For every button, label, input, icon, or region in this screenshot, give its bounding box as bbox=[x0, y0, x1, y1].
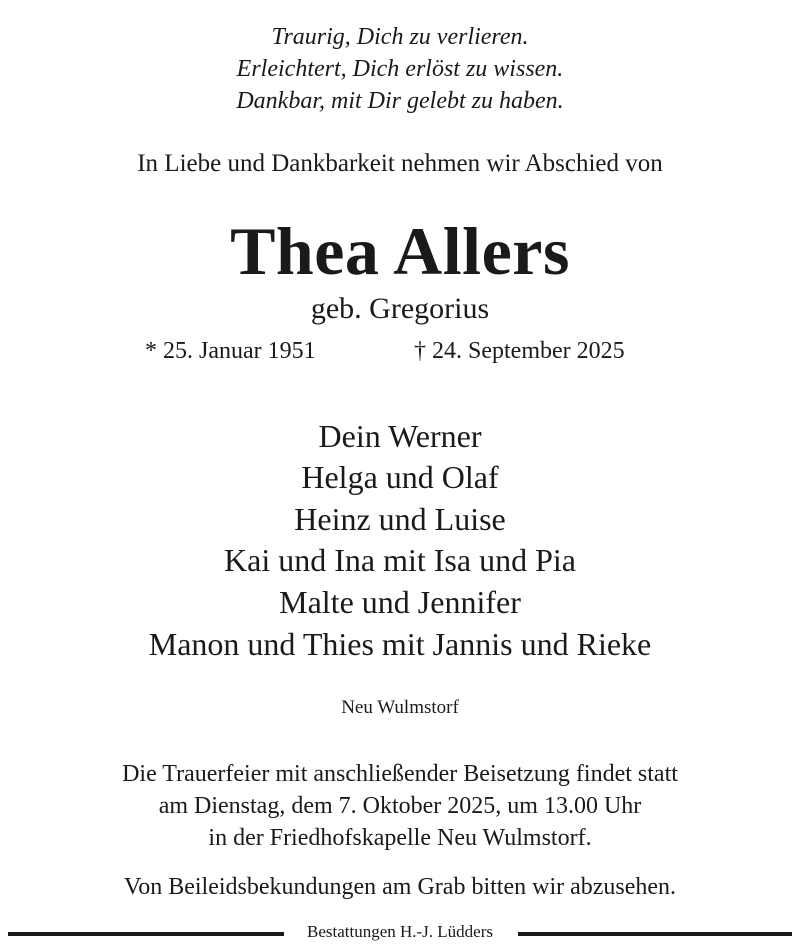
place: Neu Wulmstorf bbox=[341, 697, 459, 718]
family-member: Manon und Thies mit Jannis und Rieke bbox=[148, 626, 652, 662]
poem-line-3: Dankbar, mit Dir gelebt zu haben. bbox=[236, 88, 564, 114]
deceased-name: Thea Allers bbox=[230, 213, 570, 289]
family-member: Heinz und Luise bbox=[294, 501, 506, 537]
life-dates bbox=[0, 338, 800, 372]
condolence-request: Von Beileidsbekundungen am Grab bitten wir abzusehen. bbox=[123, 874, 677, 900]
family-member: Malte und Jennifer bbox=[279, 584, 521, 620]
undertaker-name: Bestattungen H.-J. Lüdders bbox=[301, 922, 499, 941]
service-line-3: in der Friedhofskapelle Neu Wulmstorf. bbox=[208, 825, 592, 851]
service-line-2: am Dienstag, dem 7. Oktober 2025, um 13.00 Uhr bbox=[158, 793, 642, 819]
maiden-name: geb. Gregorius bbox=[310, 292, 490, 325]
birth-date: * 25. Januar 1951 bbox=[145, 338, 316, 364]
death-date: † 24. September 2025 bbox=[414, 338, 625, 364]
family-member: Kai und Ina mit Isa und Pia bbox=[224, 542, 576, 578]
family-member: Dein Werner bbox=[318, 418, 482, 454]
undertaker-footer bbox=[0, 922, 800, 942]
poem-line-2: Erleichtert, Dich erlöst zu wissen. bbox=[236, 56, 564, 82]
family-member: Helga und Olaf bbox=[301, 459, 499, 495]
intro-text: In Liebe und Dankbarkeit nehmen wir Abschied von bbox=[137, 150, 663, 177]
service-line-1: Die Trauerfeier mit anschließender Beisetzung findet statt bbox=[122, 761, 678, 787]
poem-line-1: Traurig, Dich zu verlieren. bbox=[271, 24, 529, 50]
